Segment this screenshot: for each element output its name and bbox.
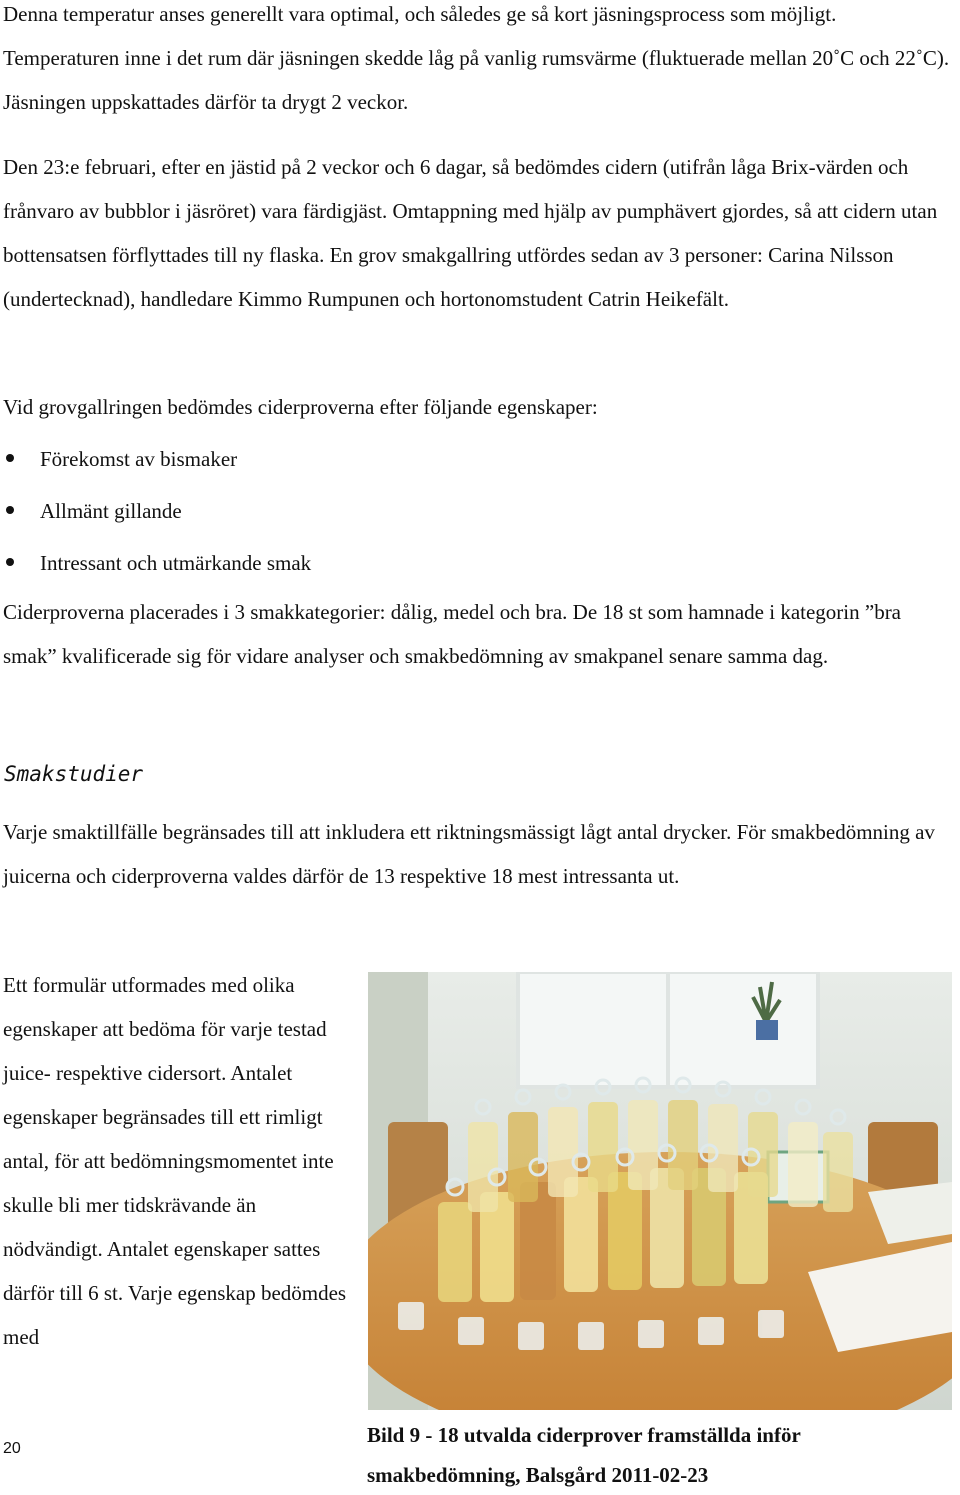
bullet-icon xyxy=(6,454,14,462)
list-item: Förekomst av bismaker xyxy=(3,437,953,489)
list-item: Intressant och utmärkande smak xyxy=(3,541,953,593)
cider-samples-photo xyxy=(368,972,952,1410)
paragraph-fermentation-finished: Den 23:e februari, efter en jästid på 2 veckor och 6 dagar, så bedömdes cidern (utifrån låga Brix-värden och frånvaro av bubblor i jäsröret) vara färdigjäst. Omtappning med hjälp av pumphävert gjordes, så att cidern utan bottensatsen förflyttades till ny flaska. En grov smakgallring utfördes sedan av 3 personer: Carina Nilsson (undertecknad), handledare Kimmo Rumpunen och hortonomstudent Catrin Heikefält. xyxy=(3,155,938,311)
photo-caption: Bild 9 - 18 utvalda ciderprover framställda inför smakbedömning, Balsgård 2011-02-23 xyxy=(367,1423,801,1487)
paragraph-fermentation-temperature: Denna temperatur anses generellt vara optimal, och således ge så kort jäsningsprocess som möjligt. Temperaturen inne i det rum där jäsningen skedde låg på vanlig rumsvärme (fluktuerade mellan 20˚C och 22˚C). Jäsningen uppskattades därför ta drygt 2 veckor. xyxy=(3,2,950,114)
paragraph-form-design: Ett formulär utformades med olika egenskaper att bedöma för varje testad juice- respektive cidersort. Antalet egenskaper begränsades till ett rimligt antal, för att bedömningsmomentet inte skulle bli mer tidskrävande än nödvändigt. Antalet egenskaper sattes därför till 6 st. Varje egenskap bedömdes med xyxy=(3,973,347,1349)
paragraph-taste-categories: Ciderproverna placerades i 3 smakkategorier: dålig, medel och bra. De 18 st som hamnade i kategorin ”bra smak” kvalificerade sig för vidare analyser och smakbedömning av smakpanel senare samma dag. xyxy=(3,600,902,668)
page-number: 20 xyxy=(3,1440,21,1457)
paragraph-criteria-intro: Vid grovgallringen bedömdes ciderproverna efter följande egenskaper: xyxy=(3,395,598,419)
bullet-icon xyxy=(6,506,14,514)
list-item: Allmänt gillande xyxy=(3,489,953,541)
bullet-icon xyxy=(6,558,14,566)
paragraph-tasting-limits: Varje smaktillfälle begränsades till att inkludera ett riktningsmässigt lågt antal drycker. För smakbedömning av juicerna och ciderproverna valdes därför de 13 respektive 18 mest intressanta ut. xyxy=(3,820,935,888)
section-heading: Smakstudier xyxy=(4,762,144,786)
criteria-list xyxy=(3,437,953,593)
